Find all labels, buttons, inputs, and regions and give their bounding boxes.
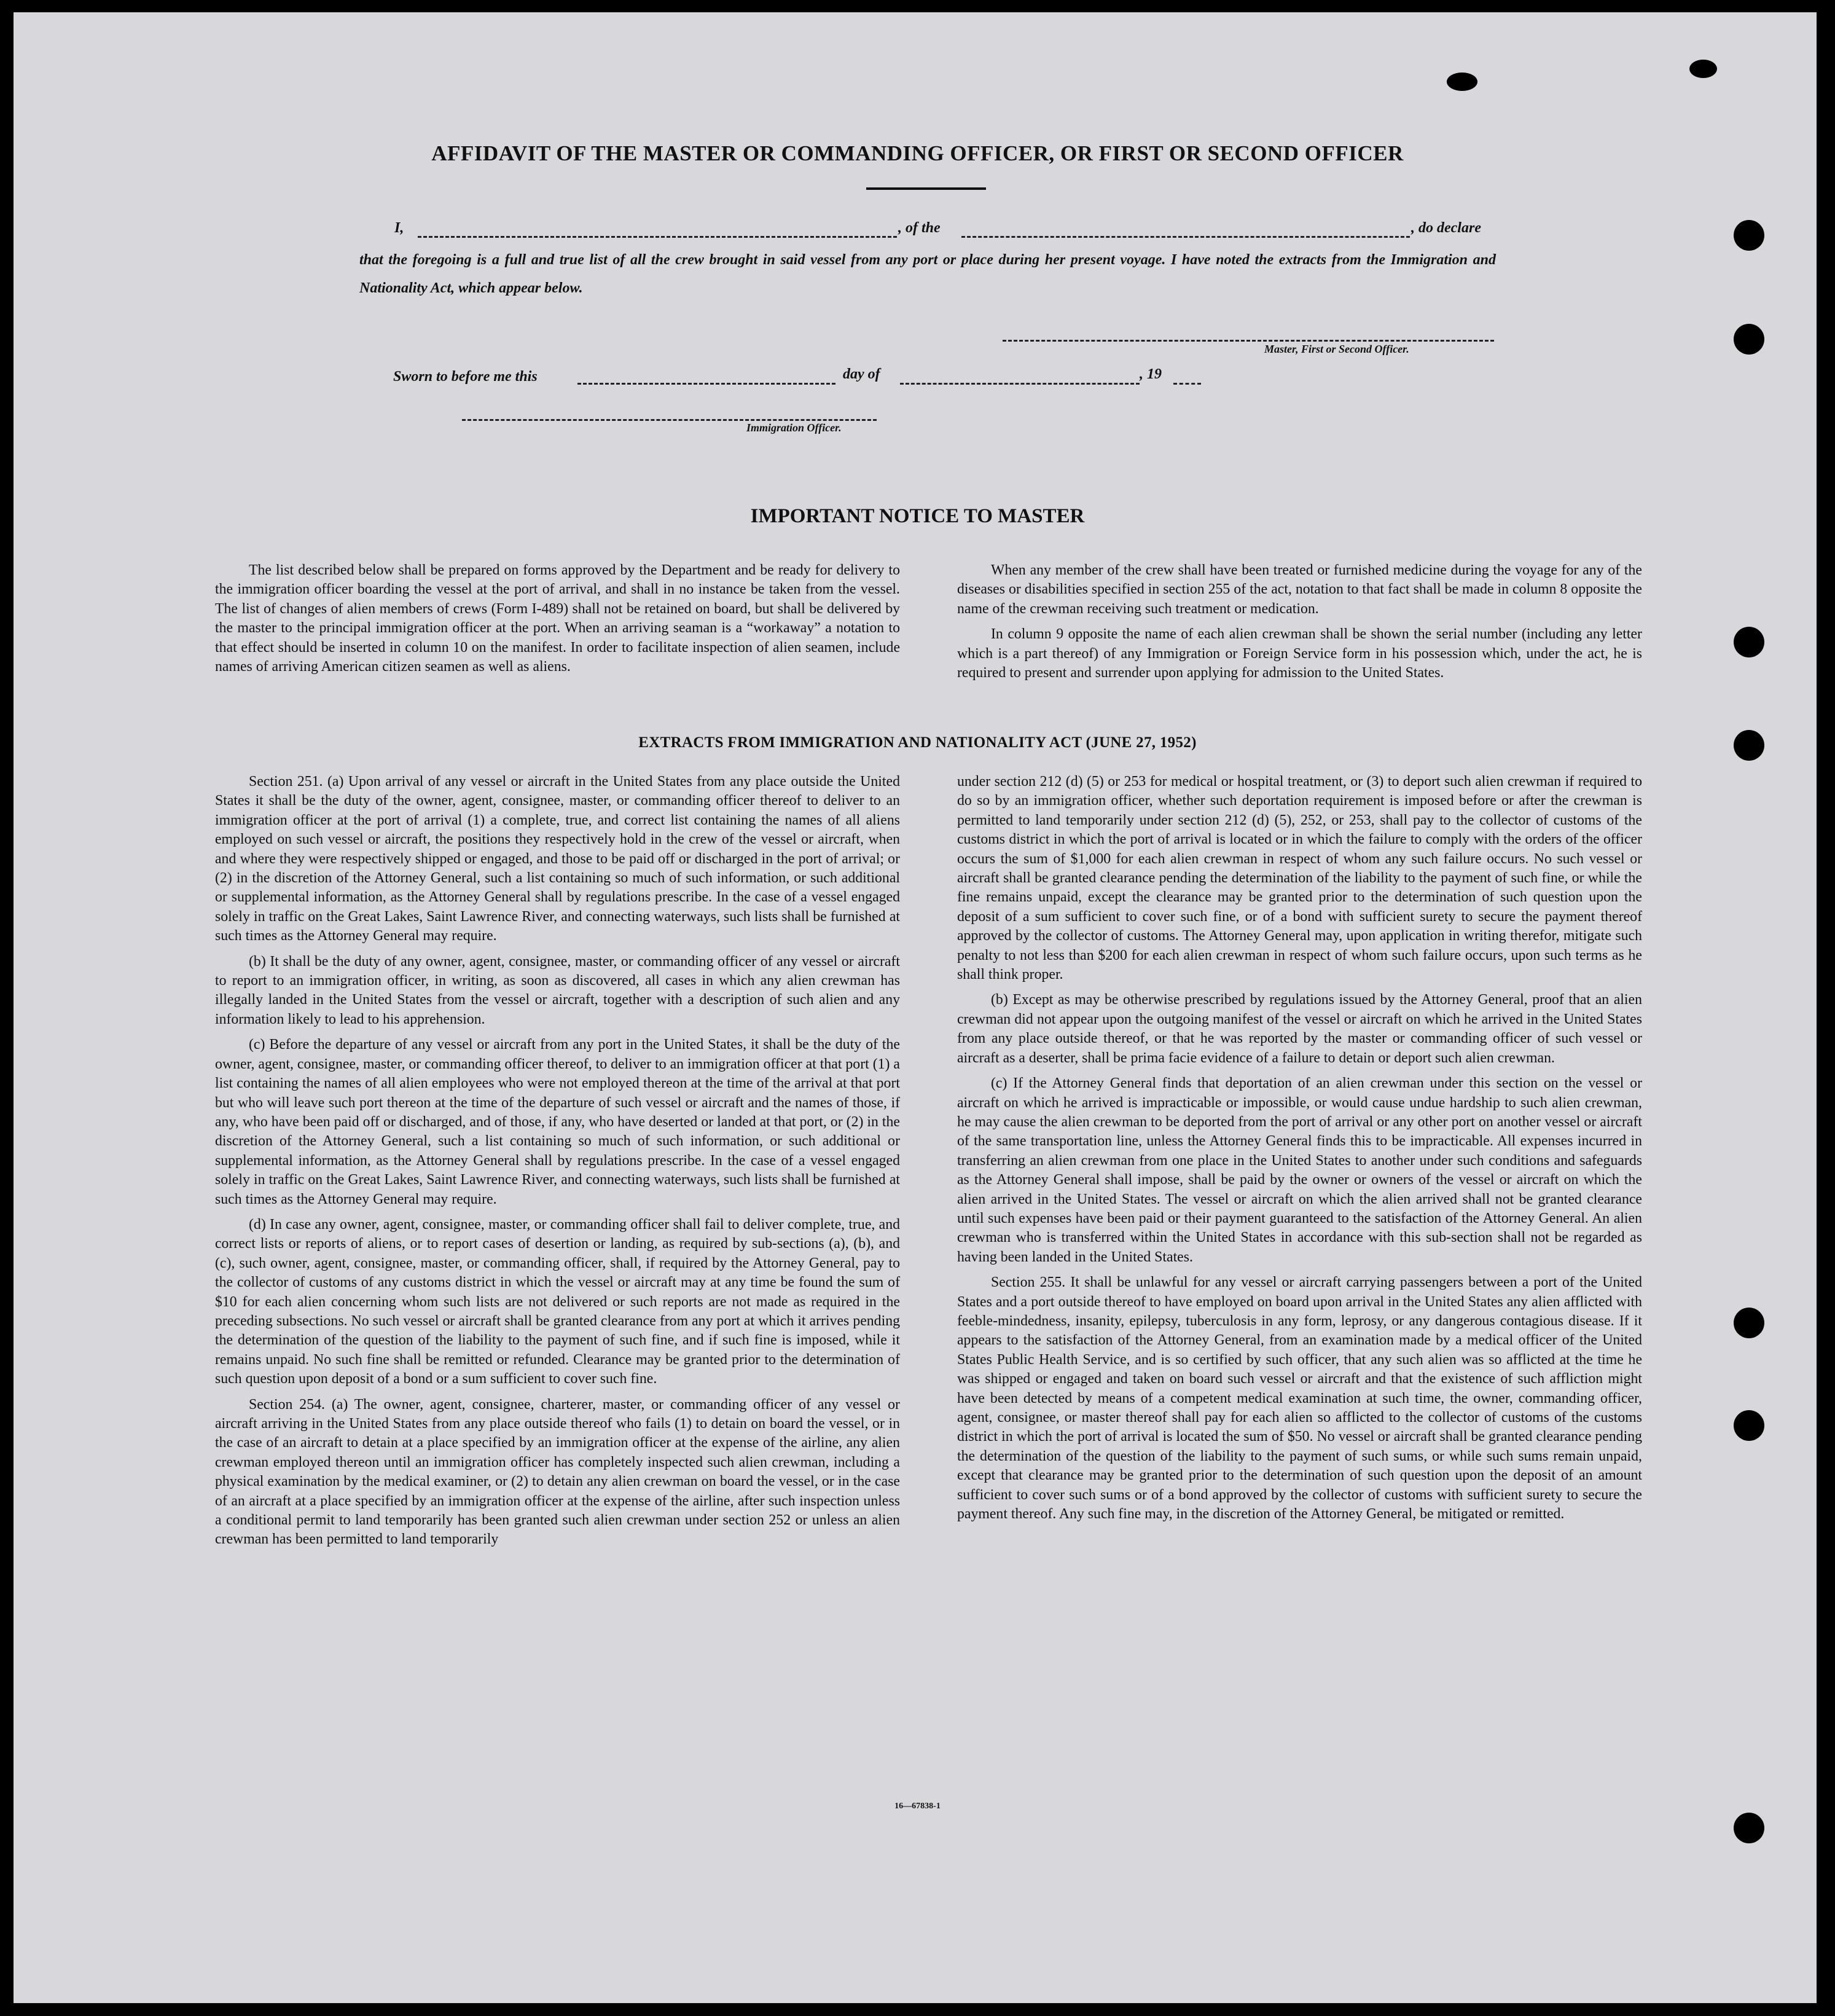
affidavit-title: AFFIDAVIT OF THE MASTER OR COMMANDING OFFICER, OR FIRST OR SECOND OFFICER — [431, 141, 1404, 165]
year-label: , 19 — [1140, 366, 1162, 382]
notice-left-column — [215, 561, 900, 683]
section-paragraph: (b) Except as may be otherwise prescribed by regulations issued by the Attorney General, proof that an alien crewman did not appear upon the outgoing manifest of the vessel or aircraft on which he arrived in the United States from any place outside thereof, or that he was reported by the master or commanding officer of such vessel or aircraft as a deserter, shall be prima facie evidence of a failure to detain or deport such alien crewman. — [957, 992, 1642, 1066]
vessel-field[interactable] — [961, 236, 1410, 238]
ink-blot — [1689, 60, 1717, 78]
section-paragraph: (c) If the Attorney General finds that deportation of an alien crewman under this section on the vessel or aircraft on which he arrived is impracticable or impossible, or would cause undue hardship to such alien crewman, he may cause the alien crewman to be deported from the port of arrival or any other port on another vessel or aircraft of the same transportation line, unless the Attorney General finds this to be impracticable. All expenses incurred in transferring an alien crewman from one place in the United States to another under such conditions and safeguards as the Attorney General shall impose, shall be paid by the owner or owners of the vessel or aircraft on which the alien arrived in the United States. The vessel or aircraft on which the alien arrived shall not be granted clearance until such expenses have been paid or their payment guaranteed to the satisfaction of the Attorney General. An alien crewman who is transferred within the United States in accordance with this sub-section shall not be regarded as having been landed in the United States. — [957, 1075, 1642, 1265]
section-paragraph: under section 212 (d) (5) or 253 for medical or hospital treatment, or (3) to deport such alien crewman if required to do so by an immigration officer, whether such deportation requirement is imposed before or after the crewman is permitted to land temporarily under section 212 (d) (5), 252, or 253, shall pay to the collector of customs of the customs district in which the port of arrival is located or in which the failure to comply with the orders of the officer occurs the sum of $1,000 for each alien crewman in respect of whom any such failure occurs. No such vessel or aircraft shall be granted clearance pending the determination of the liability to the payment of such fine, or while the fine remains unpaid, except the clearance may be granted prior to the determination of such question upon the deposit of a sum sufficient to cover such fine, or of a bond with sufficient surety to secure the payment thereof approved by the collector of customs. The Attorney General may, upon application in writing therefor, mitigate such penalty to not less than $200 for each alien crewman in respect of whom such failure occurs, upon such terms as he shall think proper. — [957, 774, 1642, 983]
punch-hole — [1734, 324, 1764, 355]
day-of-label: day of — [843, 366, 880, 382]
extracts-title: EXTRACTS FROM IMMIGRATION AND NATIONALITY ACT (JUNE 27, 1952) — [638, 734, 1197, 751]
section-paragraph: Section 254. (a) The owner, agent, consignee, charterer, master, or commanding officer of any vessel or aircraft arriving in the United States from any place outside thereof who fails (1) to detain on board the vessel, or in the case of an aircraft to detain at a place specified by an immigration officer at the expense of the airline, any alien crewman employed thereon until an immigration officer has completely inspected such alien crewman, including a physical examination by the medical examiner, or (2) to detain any alien crewman on board the vessel, or in the case of an aircraft at a place specified by an immigration officer at the expense of the airline, after such inspection unless a conditional permit to land temporarily has been granted such alien crewman under section 252 or unless an alien crewman has been permitted to land temporarily — [215, 1396, 900, 1548]
master-signature-line[interactable] — [1003, 340, 1494, 342]
notice-paragraph: In column 9 opposite the name of each alien crewman shall be shown the serial number (including any letter which is a part thereof) of any Immigration or Foreign Service form in his possession which, under the act, he is required to present and surrender upon applying for admission to the United States. — [957, 626, 1642, 681]
sworn-label: Sworn to before me this — [393, 369, 538, 385]
punch-hole — [1734, 1308, 1764, 1338]
punch-hole — [1734, 1410, 1764, 1441]
notice-right-column — [957, 561, 1642, 689]
notice-title: IMPORTANT NOTICE TO MASTER — [750, 505, 1085, 527]
punch-hole — [1734, 220, 1764, 251]
notice-paragraph: The list described below shall be prepared on forms approved by the Department and be ready for delivery to the immigration officer boarding the vessel at the port of arrival, and shall in no instance be taken from the vessel. The list of changes of alien members of crews (Form I-489) shall not be retained on board, but shall be delivered by the master to the principal immigration officer at the port. When an arriving seaman is a “workaway” a notation to that effect should be inserted in column 10 on the manifest. In order to facilitate inspection of alien seamen, include names of arriving American citizen seamen as well as aliens. — [215, 562, 900, 675]
section-paragraph: (c) Before the departure of any vessel or aircraft from any port in the United States, it shall be the duty of the owner, agent, consignee, master, or commanding officer thereof, to deliver to an immigration officer at that port (1) a list containing the names of all alien employees who were not employed thereon at the time of the arrival at that port but who will leave such port thereon at the time of the departure of such vessel or aircraft and the names of those, if any, who have been paid off or discharged, and of those, if any, who have deserted or landed at that port, or (2) in the discretion of the Attorney General, such a list containing so much of such information, or such additional or supplemental information, as the Attorney General shall by regulations prescribe. In the case of a vessel engaged solely in traffic on the Great Lakes, Saint Lawrence River, and connecting waterways, such lists shall be furnished at such times as the Attorney General may require. — [215, 1037, 900, 1207]
officer-signature-caption: Immigration Officer. — [746, 422, 842, 434]
sworn-year-field[interactable] — [1173, 383, 1201, 385]
title-rule — [866, 187, 986, 190]
section-paragraph: (d) In case any owner, agent, consignee, master, or commanding officer shall fail to deliver complete, true, and correct lists or reports of aliens, or to report cases of desertion or landing, as required by sub-sections (a), (b), and (c), such owner, agent, consignee, master, or commanding officer, shall, if required by the Attorney General, pay to the collector of customs of any customs district in which the vessel or aircraft may at any time be found the sum of $10 for each alien concerning whom such lists are not delivered or such reports are not made as required in the preceding subsections. No such vessel or aircraft shall be granted clearance from any port at which it arrives pending the determination of the question of the liability to the payment of such fine, and if such fine is imposed, while it remains unpaid. No such fine shall be remitted or refunded. Clearance may be granted prior to the determination of such question upon deposit of a bond or a sum sufficient to cover such fine. — [215, 1216, 900, 1387]
sworn-day-field[interactable] — [577, 383, 835, 385]
officer-signature-line[interactable] — [462, 419, 877, 421]
extracts-right-column — [957, 772, 1642, 1530]
name-field[interactable] — [418, 236, 897, 238]
section-paragraph: Section 251. (a) Upon arrival of any vessel or aircraft in the United States from any place outside the United States it shall be the duty of the owner, agent, consignee, master, or commanding officer thereof to deliver to an immigration officer at the port of arrival (1) a complete, true, and correct list containing the names of all aliens employed on such vessel or aircraft, the positions they respectively hold in the crew of the vessel or aircraft, when and where they were respectively shipped or engaged, and those to be paid off or discharged in the port of arrival; or (2) in the discretion of the Attorney General, such a list containing so much of such information, or such additional or supplemental information, as the Attorney General shall by regulations prescribe. In the case of a vessel engaged solely in traffic on the Great Lakes, Saint Lawrence River, and connecting waterways, such lists shall be furnished at such times as the Attorney General may require. — [215, 774, 900, 944]
sworn-month-field[interactable] — [900, 383, 1140, 385]
form-code: 16—67838-1 — [894, 1802, 941, 1811]
punch-hole — [1734, 1813, 1764, 1843]
ink-blot — [1447, 73, 1477, 91]
extracts-left-column — [215, 772, 900, 1556]
of-the-label: , of the — [898, 220, 941, 236]
section-paragraph: (b) It shall be the duty of any owner, agent, consignee, master, or commanding officer of any vessel or aircraft to report to an immigration officer, in writing, as soon as discovered, all cases in which any alien crewman has illegally landed in the United States from the vessel or aircraft, together with a description of such alien and any information likely to lead to his apprehension. — [215, 953, 900, 1027]
notice-paragraph: When any member of the crew shall have been treated or furnished medicine during the voyage for any of the diseases or disabilities specified in section 255 of the act, notation to that fact shall be made in column 8 opposite the name of the crewman receiving such treatment or medication. — [957, 562, 1642, 617]
master-signature-caption: Master, First or Second Officer. — [1264, 343, 1409, 355]
do-declare-label: , do declare — [1411, 220, 1481, 236]
declaration-text: that the foregoing is a full and true list of all the crew brought in said vessel from any port or place during her present voyage. I have noted the extracts from the Immigration and Nationality Act, which appear below. — [359, 252, 1496, 296]
section-paragraph: Section 255. It shall be unlawful for any vessel or aircraft carrying passengers between a port of the United States and a port outside thereof to have employed on board upon arrival in the United States any alien afflicted with feeble-mindedness, insanity, epilepsy, tuberculosis in any form, leprosy, or any dangerous contagious disease. If it appears to the satisfaction of the Attorney General, from an examination made by a medical officer of the United States Public Health Service, and is so certified by such officer, that any such alien was so afflicted at the time he was shipped or engaged and taken on board such vessel or aircraft and that the existence of such affliction might have been detected by means of a competent medical examination at such time, the owner, commanding officer, agent, consignee, or master thereof shall pay for each alien so afflicted to the collector of customs of the customs district in which the port of arrival is located the sum of $50. No vessel or aircraft shall be granted clearance pending the determination of the question of the liability to the payment of such sums, or while such sums remain unpaid, except that clearance may be granted prior to the determination of such question upon the deposit of an amount sufficient to cover such sums or of a bond approved by the collector of customs with sufficient surety to secure the payment thereof. Any such fine may, in the discretion of the Attorney General, be mitigated or remitted. — [957, 1274, 1642, 1523]
punch-hole — [1734, 627, 1764, 657]
i-label: I, — [394, 220, 404, 236]
